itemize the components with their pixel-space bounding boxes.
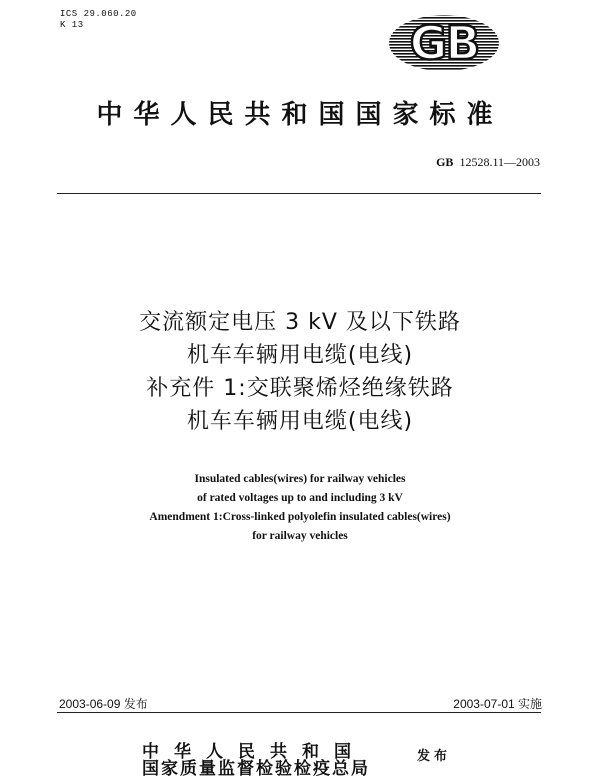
title-cn-line: 机车车辆用电缆(电线): [186, 343, 414, 368]
title-cn-line: 交流额定电压 3 kV 及以下铁路: [139, 310, 461, 335]
title-cn-line: 机车车辆用电缆(电线): [186, 409, 414, 434]
document-title-en: [0, 470, 600, 546]
issuer-country: 中华人民共和国: [142, 742, 366, 762]
standard-number-prefix: GB: [436, 155, 454, 169]
issuer-agency: 国家质量监督检验检疫总局: [142, 759, 370, 779]
issue-label: 发布: [417, 749, 452, 764]
ics-code: ICS 29.060.20: [60, 9, 137, 19]
standard-number: [436, 155, 540, 170]
top-divider: [57, 193, 541, 194]
implementation-date: 2003-07-01 实施: [453, 697, 542, 711]
standard-title: 中华人民共和国国家标准: [96, 100, 504, 130]
document-title-cn: [0, 306, 600, 438]
title-cn-line: 补充件 1:交联聚烯烃绝缘铁路: [146, 376, 454, 401]
ccs-code: K 13: [60, 20, 84, 30]
gb-logo-text: GB: [409, 16, 479, 70]
title-en-line: of rated voltages up to and including 3 kV: [197, 492, 403, 504]
classification-codes: [60, 9, 137, 31]
gb-logo: [388, 14, 500, 72]
issue-date: 2003-06-09 发布: [59, 697, 148, 711]
title-en-line: for railway vehicles: [252, 530, 348, 542]
title-en-line: Amendment 1:Cross-linked polyolefin insulated cables(wires): [149, 511, 451, 523]
bottom-divider: [57, 712, 541, 713]
standard-number-value: 12528.11—2003: [459, 155, 540, 169]
title-en-line: Insulated cables(wires) for railway vehicles: [194, 473, 406, 485]
